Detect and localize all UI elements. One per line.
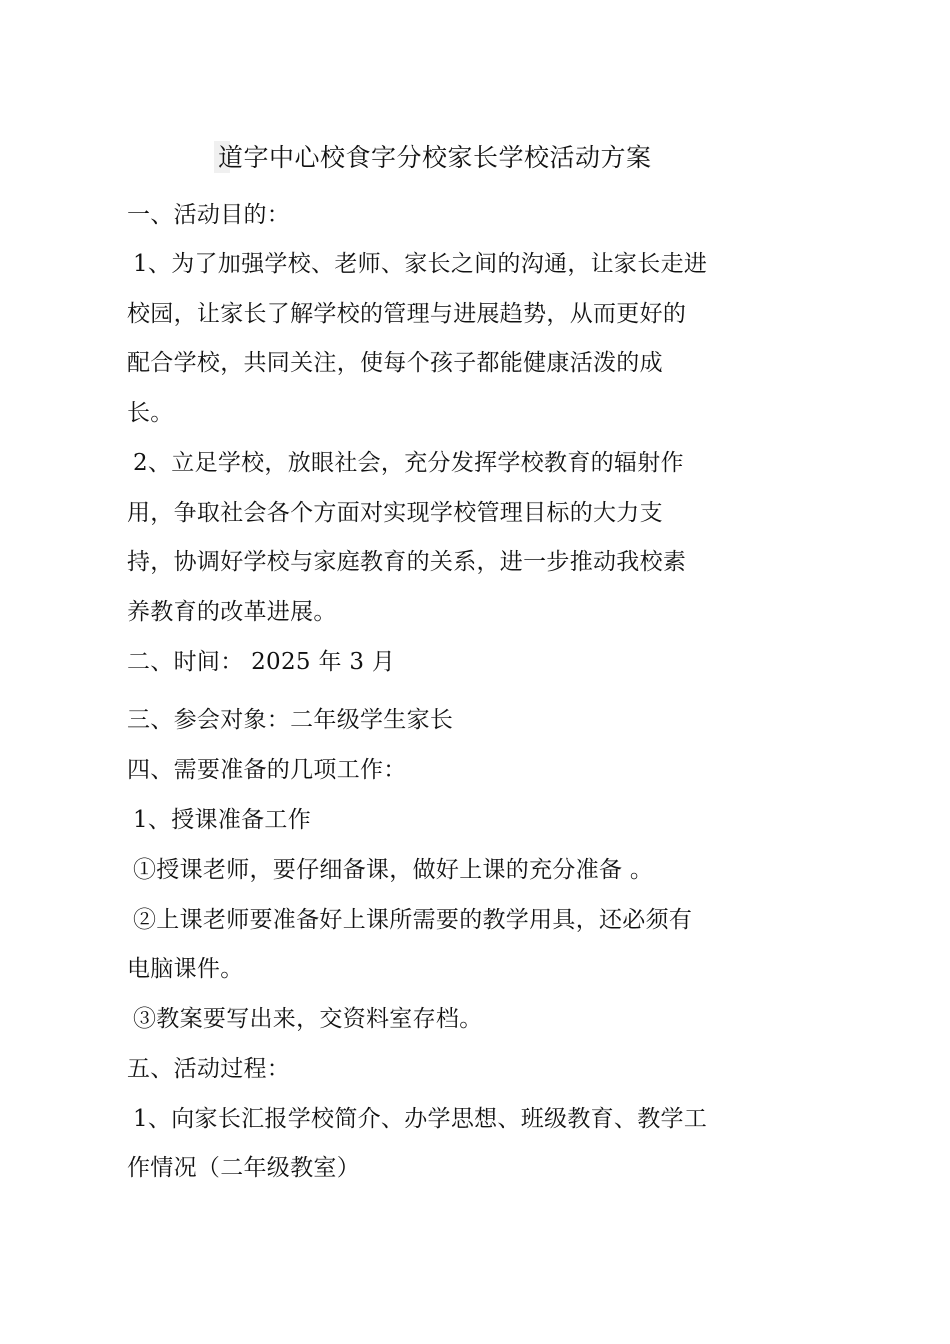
paragraph-line: 校园，让家长了解学校的管理与进展趋势，从而更好的 [127, 301, 687, 327]
list-item: ①授课老师，要仔细备课，做好上课的充分准备 。 [133, 857, 654, 883]
section-heading-process: 五、活动过程： [127, 1056, 291, 1082]
section-heading-purpose: 一、活动目的： [127, 202, 291, 228]
paragraph-line: 作情况（二年级教室） [127, 1155, 360, 1181]
paragraph-line: 养教育的改革进展。 [127, 599, 337, 625]
list-item: 1、向家长汇报学校简介、办学思想、班级教育、教学工 [133, 1106, 708, 1132]
list-item: ③教案要写出来，交资料室存档。 [133, 1006, 483, 1032]
paragraph-line: 用，争取社会各个方面对实现学校管理目标的大力支 [127, 500, 663, 526]
section-heading-preparation: 四、需要准备的几项工作： [127, 757, 407, 783]
section-heading-participants: 三、参会对象：二年级学生家长 [127, 707, 454, 733]
document-title: 道字中心校食字分校家长学校活动方案 [218, 143, 652, 172]
paragraph-line: 配合学校，共同关注，使每个孩子都能健康活泼的成 [127, 350, 663, 376]
list-item: ②上课老师要准备好上课所需要的教学用具，还必须有 [133, 907, 693, 933]
section-heading-time: 二、时间： 2025 年 3 月 [127, 649, 396, 675]
paragraph-line: 持，协调好学校与家庭教育的关系，进一步推动我校素 [127, 549, 687, 575]
paragraph-line: 2、立足学校，放眼社会，充分发挥学校教育的辐射作 [133, 450, 684, 476]
list-item: 1、授课准备工作 [133, 807, 312, 833]
paragraph-line: 长。 [127, 400, 174, 426]
paragraph-line: 电脑课件。 [127, 956, 244, 982]
paragraph-line: 1、为了加强学校、老师、家长之间的沟通，让家长走进 [133, 251, 708, 277]
